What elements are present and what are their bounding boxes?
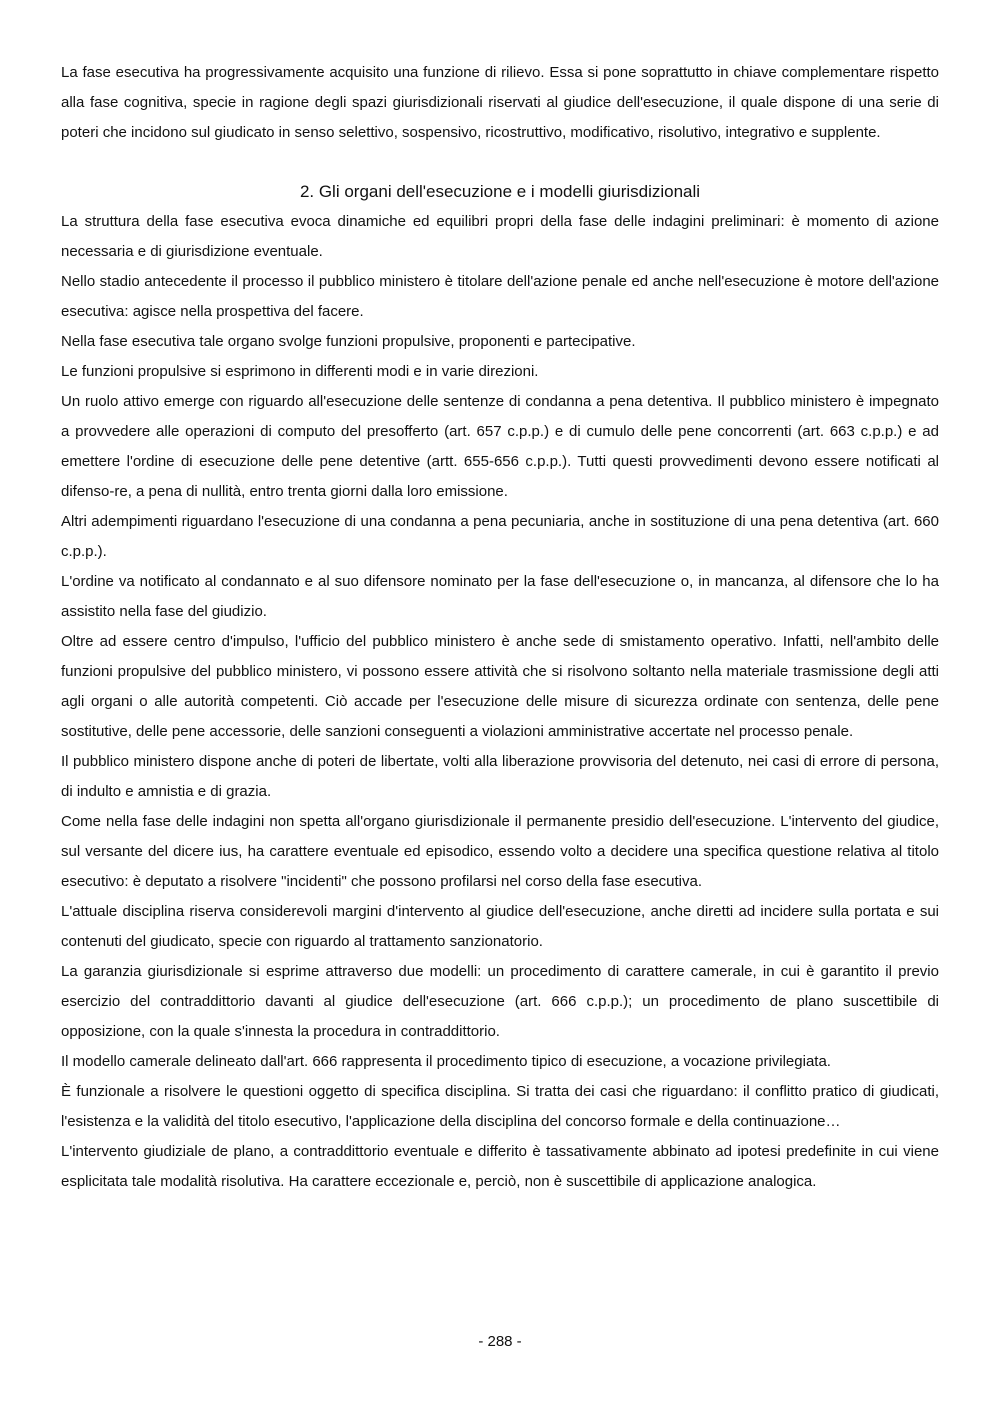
page-number: - 288 - [478,1333,522,1350]
intro-paragraph: La fase esecutiva ha progressivamente acquisito una funzione di rilievo. Essa si pone soprattutto in chiave complementare rispetto alla fase cognitiva, specie in ragione degli spazi giurisdizionali riservati al giudice dell'esecuzione, il quale dispone di una serie di poteri che incidono sul giudicato in senso selettivo, sospensivo, ricostruttivo, modificativo, risolutivo, integrativo e supplente. [61,64,939,141]
paragraph: La garanzia giurisdizionale si esprime attraverso due modelli: un procedimento di carattere camerale, in cui è garantito il previo esercizio del contraddittorio davanti al giudice dell'esecuzione (art. 666 c.p.p.); un procedimento de plano suscettibile di opposizione, con la quale s'innesta la procedura in contraddittorio. [61,963,939,1040]
paragraph: L'attuale disciplina riserva considerevoli margini d'intervento al giudice dell'esecuzione, anche diretti ad incidere sulla portata e sui contenuti del giudicato, specie con riguardo al trattamento sanzionatorio. [61,903,939,950]
paragraph: È funzionale a risolvere le questioni oggetto di specifica disciplina. Si tratta dei casi che riguardano: il conflitto pratico di giudicati, l'esistenza e la validità del titolo esecutivo, l'applicazione della disciplina del concorso formale e della continuazione… [61,1083,939,1130]
paragraph: Le funzioni propulsive si esprimono in differenti modi e in varie direzioni. [61,363,539,380]
paragraph: Il pubblico ministero dispone anche di poteri de libertate, volti alla liberazione provvisoria del detenuto, nei casi di errore di persona, di indulto e amnistia e di grazia. [61,753,939,800]
page-body [61,58,939,1197]
paragraph: Un ruolo attivo emerge con riguardo all'esecuzione delle sentenze di condanna a pena detentiva. Il pubblico ministero è impegnato a provvedere alle operazioni di computo del presofferto (art. 657 c.p.p.) e di cumulo delle pene concorrenti (art. 663 c.p.p.) e ad emettere l'ordine di esecuzione delle pene detentive (artt. 655-656 c.p.p.). Tutti questi provvedimenti devono essere notificati al difenso-re, a pena di nullità, entro trenta giorni dalla loro emissione. [61,393,939,500]
paragraph: Altri adempimenti riguardano l'esecuzione di una condanna a pena pecuniaria, anche in sostituzione di una pena detentiva (art. 660 c.p.p.). [61,513,939,560]
paragraph: L'ordine va notificato al condannato e al suo difensore nominato per la fase dell'esecuzione o, in mancanza, al difensore che lo ha assistito nella fase del giudizio. [61,573,939,620]
section-heading: 2. Gli organi dell'esecuzione e i modelli giurisdizionali [299,182,701,201]
paragraph: La struttura della fase esecutiva evoca dinamiche ed equilibri propri della fase delle indagini preliminari: è momento di azione necessaria e di giurisdizione eventuale. [61,213,939,260]
paragraph: L'intervento giudiziale de plano, a contraddittorio eventuale e differito è tassativamente abbinato ad ipotesi predefinite in cui viene esplicitata tale modalità risolutiva. Ha carattere eccezionale e, perciò, non è suscettibile di applicazione analogica. [61,1143,939,1190]
paragraph: Il modello camerale delineato dall'art. 666 rappresenta il procedimento tipico di esecuzione, a vocazione privilegiata. [61,1053,831,1070]
paragraph: Nella fase esecutiva tale organo svolge funzioni propulsive, proponenti e partecipative. [61,333,636,350]
paragraph: Come nella fase delle indagini non spetta all'organo giurisdizionale il permanente presidio dell'esecuzione. L'intervento del giudice, sul versante del dicere ius, ha carattere eventuale ed episodico, essendo volto a decidere una specifica questione relativa al titolo esecutivo: è deputato a risolvere "incidenti" che possono profilarsi nel corso della fase esecutiva. [61,813,939,890]
paragraph: Nello stadio antecedente il processo il pubblico ministero è titolare dell'azione penale ed anche nell'esecuzione è motore dell'azione esecutiva: agisce nella prospettiva del facere. [61,273,939,320]
paragraph: Oltre ad essere centro d'impulso, l'ufficio del pubblico ministero è anche sede di smistamento operativo. Infatti, nell'ambito delle funzioni propulsive del pubblico ministero, vi possono essere attività che si risolvono soltanto nella materiale trasmissione degli atti agli organi o alle autorità competenti. Ciò accade per l'esecuzione delle misure di sicurezza ordinate con sentenza, delle pene sostitutive, delle pene accessorie, delle sanzioni conseguenti a violazioni amministrative accertate nel processo penale. [61,633,939,740]
